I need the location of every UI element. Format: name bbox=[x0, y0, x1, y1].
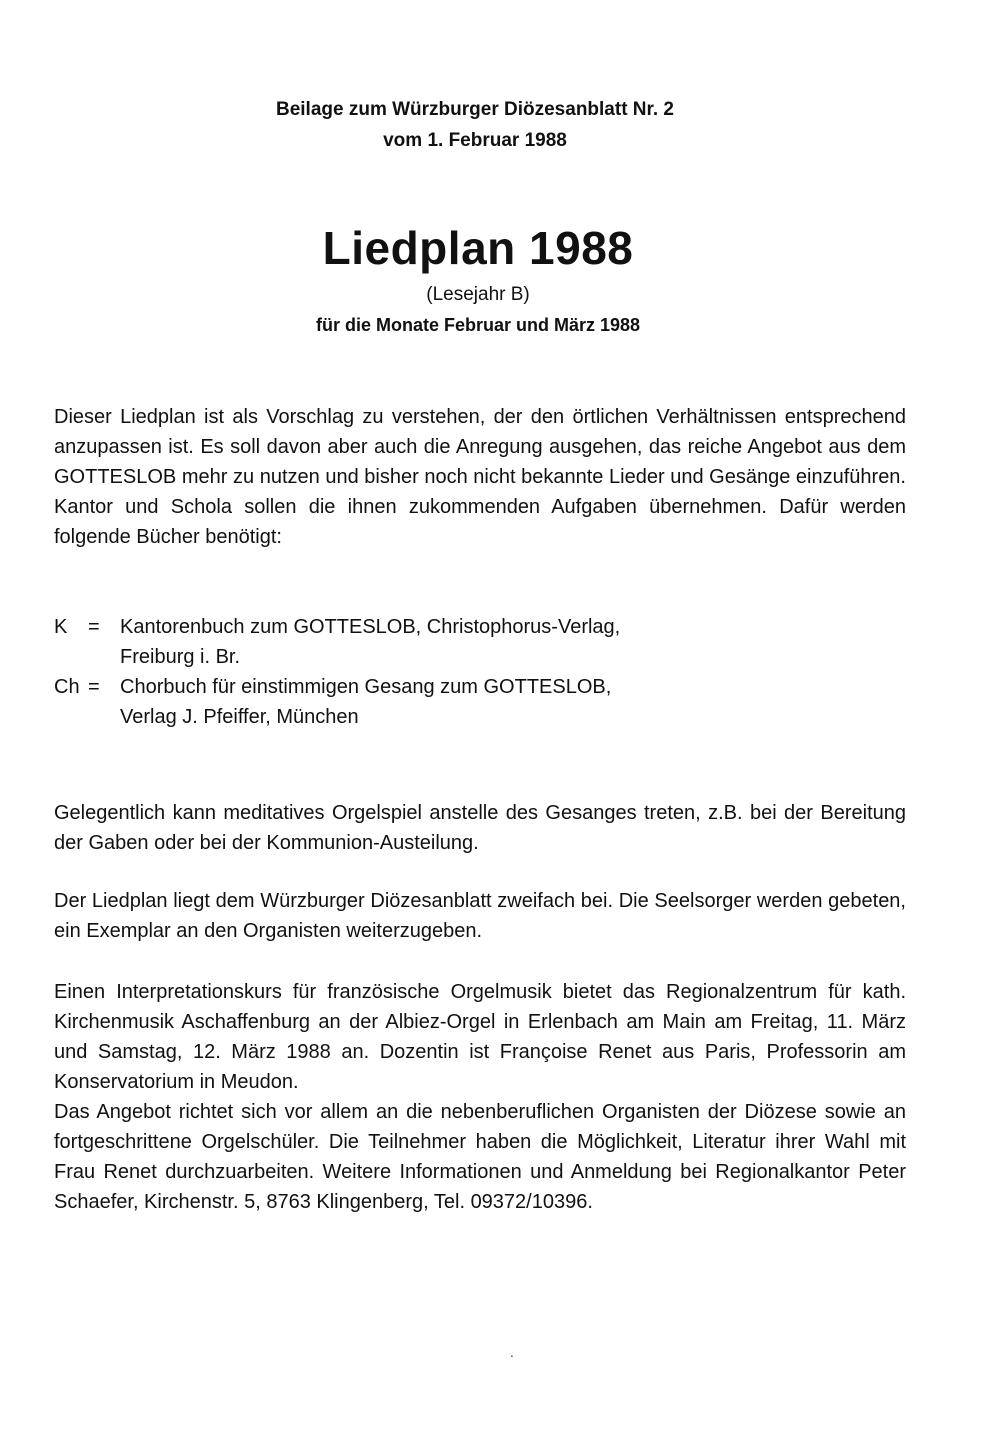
document-header bbox=[0, 94, 950, 156]
book-description-line: Kantorenbuch zum GOTTESLOB, Christophorus-Verlag, bbox=[120, 616, 621, 638]
book-abbreviation: K bbox=[54, 616, 68, 638]
intro-paragraph: Dieser Liedplan ist als Vorschlag zu verstehen, der den örtlichen Verhältnissen entsprechend anzupassen ist. Es soll davon aber auch die Anregung ausgehen, das reiche Angebot aus dem GOTTESLOB mehr zu nutzen und bisher noch nicht bekannte Lieder und Gesänge einzuführen. Kantor und Schola sollen die ihnen zukommenden Aufgaben übernehmen. Dafür werden folgende Bücher benötigt: bbox=[54, 406, 906, 548]
book-item-chorbuch bbox=[54, 672, 914, 732]
page-title: Liedplan 1988 bbox=[322, 222, 634, 274]
header-date-line: vom 1. Februar 1988 bbox=[383, 130, 567, 151]
page-subtitle: (Lesejahr B) bbox=[426, 284, 530, 305]
organ-note-paragraph: Gelegentlich kann meditatives Orgelspiel anstelle des Gesanges treten, z.B. bei der Bereitung der Gaben oder bei der Kommunion-Austeilung. bbox=[54, 802, 906, 854]
book-item-kantorenbuch bbox=[54, 612, 914, 672]
months-line: für die Monate Februar und März 1988 bbox=[315, 315, 641, 335]
book-description bbox=[120, 612, 620, 672]
course-paragraph bbox=[54, 977, 906, 1217]
book-list bbox=[54, 612, 914, 732]
scan-speck-mark: ‧ bbox=[510, 1350, 514, 1364]
book-equals: = bbox=[88, 616, 100, 638]
plan-note-paragraph: Der Liedplan liegt dem Würzburger Diözesanblatt zweifach bei. Die Seelsorger werden gebeten, ein Exemplar an den Organisten weiterzugeben. bbox=[54, 890, 906, 942]
title-block bbox=[0, 220, 956, 340]
course-details: Das Angebot richtet sich vor allem an die nebenberuflichen Organisten der Diözese sowie an fortgeschrittene Orgelschüler. Die Teilnehmer haben die Möglichkeit, Literatur ihrer Wahl mit Frau Renet durchzuarbeiten. Weitere Informationen und Anmeldung bei Regionalkantor Peter Schaefer, Kirchenstr. 5, 8763 Klingenberg, Tel. 09372/10396. bbox=[54, 1101, 906, 1213]
book-description-line: Verlag J. Pfeiffer, München bbox=[120, 706, 359, 728]
book-description bbox=[120, 672, 611, 732]
header-supplement-line: Beilage zum Würzburger Diözesanblatt Nr. 2 bbox=[275, 99, 675, 120]
book-description-line: Freiburg i. Br. bbox=[120, 646, 241, 668]
book-equals: = bbox=[88, 676, 100, 698]
book-description-line: Chorbuch für einstimmigen Gesang zum GOTTESLOB, bbox=[120, 676, 612, 698]
course-announcement: Einen Interpretationskurs für französische Orgelmusik bietet das Regionalzentrum für kath. Kirchenmusik Aschaffenburg an der Albiez-Orgel in Erlenbach am Main am Freitag, 11. März und Samstag, 12. März 1988 an. Dozentin ist Françoise Renet aus Paris, Professorin am Konservatorium in Meudon. bbox=[54, 981, 906, 1093]
book-abbreviation: Ch bbox=[54, 676, 80, 698]
